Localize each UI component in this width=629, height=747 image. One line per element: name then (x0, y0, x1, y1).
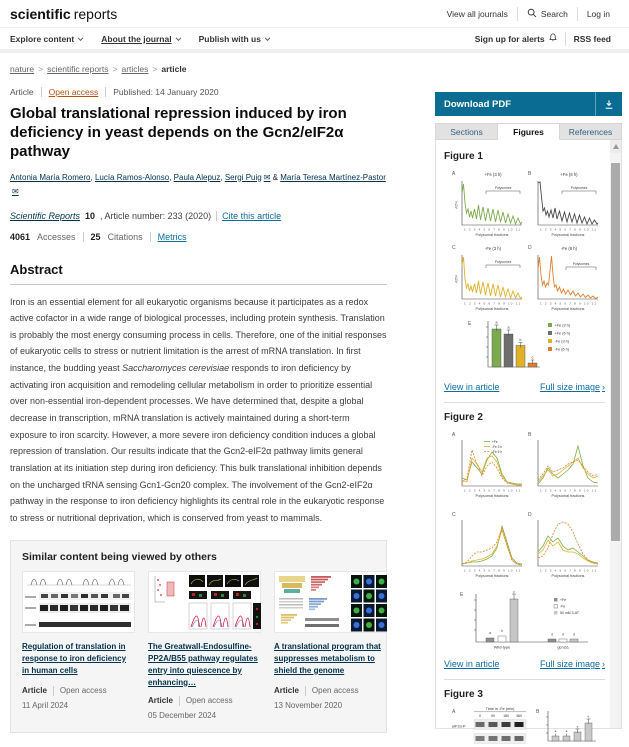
svg-text:50 mM 3-AT: 50 mM 3-AT (559, 611, 579, 616)
journal-citation-line (10, 211, 387, 221)
svg-text:Polysomal fractions: Polysomal fractions (475, 307, 508, 311)
breadcrumb: nature > scientific reports > articles > article (10, 64, 187, 74)
card-meta: Article Open access (274, 686, 359, 696)
svg-text:-Fe (3 h): -Fe (3 h) (484, 246, 501, 251)
svg-text:a: a (554, 729, 556, 733)
site-header (0, 0, 629, 28)
email-envelope-icon[interactable]: ✉ (263, 172, 271, 182)
similar-content-section (10, 540, 387, 733)
svg-text:+Fe: +Fe (491, 440, 498, 444)
author-link[interactable]: Lucía Ramos-Alonso (94, 172, 170, 182)
chevron-down-icon (264, 34, 271, 44)
nav-explore-content[interactable]: Explore content (10, 34, 84, 44)
svg-text:1 2 3 4 5 6 7 8 9 10 11: 1 2 3 4 5 6 7 8 9 10 11 (539, 488, 596, 493)
svg-text:A: A (451, 171, 455, 177)
svg-text:eIF2α-P: eIF2α-P (451, 724, 466, 729)
similar-card (274, 571, 387, 720)
svg-text:1 2 3 4 5 6 7 8 9 10 11: 1 2 3 4 5 6 7 8 9 10 11 (539, 301, 596, 306)
breadcrumb-current: article (161, 64, 187, 74)
figure-1-thumbnail[interactable] (450, 165, 600, 377)
svg-text:1 2 3 4 5 6 7 8 9 10 11: 1 2 3 4 5 6 7 8 9 10 11 (463, 301, 520, 306)
similar-cards (22, 571, 381, 720)
search-link[interactable] (518, 8, 577, 20)
svg-text:Time in -Fe (min): Time in -Fe (min) (485, 707, 514, 711)
rss-feed-link[interactable]: RSS feed (573, 33, 611, 44)
card-title-link[interactable]: A translational program that suppresses metabolism to shield the genome (274, 641, 381, 675)
svg-text:C: C (451, 512, 456, 518)
author-link[interactable]: Antonia María Romero (10, 172, 91, 182)
svg-text:Polysomal fractions: Polysomal fractions (475, 233, 508, 237)
svg-text:a: a (488, 631, 491, 635)
svg-text:Polysomal fractions: Polysomal fractions (551, 307, 584, 311)
email-envelope-icon[interactable]: ✉ (12, 186, 19, 196)
metrics-row (10, 232, 387, 242)
svg-text:1 2 3 4 5 6 7 8 9 10 11: 1 2 3 4 5 6 7 8 9 10 11 (463, 488, 520, 493)
logo-bold: scientific (10, 5, 71, 22)
view-in-article-link[interactable]: View in article (444, 382, 500, 392)
card1-thumbnail[interactable] (22, 571, 135, 633)
tab-references[interactable]: References (560, 123, 622, 140)
view-in-article-link[interactable]: View in article (444, 659, 500, 669)
figure-3-thumbnail[interactable] (450, 703, 600, 747)
card-meta: Article Open access (148, 696, 233, 706)
metrics-link[interactable]: Metrics (157, 231, 187, 242)
svg-text:a: a (507, 325, 509, 330)
card-title-link[interactable]: Regulation of translation in response to iron deficiency in human cells (22, 641, 127, 675)
author-list: Antonia María Romero, Lucía Ramos-Alonso, Paula Alepuz, Sergi Puig ✉ & María Teresa Martínez-Pastor✉ (10, 172, 386, 196)
figure-2-heading: Figure 2 (444, 412, 483, 423)
svg-text:c: c (531, 355, 533, 360)
download-icon (595, 92, 622, 116)
published-date: Published: 14 January 2020 (113, 87, 219, 97)
journal-logo[interactable] (10, 6, 117, 22)
svg-text:b: b (587, 714, 589, 719)
divider (53, 686, 54, 696)
nav-publish-with-us[interactable]: Publish with us (199, 34, 271, 44)
figure-1-section (444, 151, 605, 392)
svg-text:-Fe (6 h): -Fe (6 h) (560, 246, 577, 251)
svg-text:180: 180 (502, 714, 509, 718)
divider (105, 87, 106, 97)
svg-text:gcn2Δ: gcn2Δ (556, 644, 569, 650)
accesses-count: 4061 (10, 231, 31, 242)
card-date: 13 November 2020 (274, 700, 343, 710)
svg-text:B: B (527, 171, 531, 177)
card-meta: Article Open access (22, 686, 107, 696)
citations-label: Citations (107, 231, 143, 242)
svg-text:A254: A254 (454, 201, 458, 209)
divider (83, 232, 84, 242)
svg-text:360: 360 (515, 714, 522, 718)
svg-text:Polysomal fractions: Polysomal fractions (551, 494, 584, 498)
svg-text:-Fe (6 h): -Fe (6 h) (554, 347, 569, 352)
svg-text:E: E (459, 592, 463, 598)
breadcrumb-scientific-reports[interactable]: scientific reports (47, 64, 109, 74)
article-meta-row (10, 87, 387, 97)
breadcrumb-articles[interactable]: articles (121, 64, 149, 74)
divider (305, 686, 306, 696)
search-icon (527, 8, 537, 20)
svg-text:Polysomes: Polysomes (570, 186, 587, 190)
svg-text:Polysomal fractions: Polysomal fractions (475, 494, 508, 498)
svg-text:-Fe (3 h): -Fe (3 h) (554, 339, 569, 344)
svg-text:-Fe 6 h: -Fe 6 h (491, 450, 502, 454)
journal-name-link[interactable]: Scientific Reports (10, 210, 81, 221)
species-name: Saccharomyces cerevisiae (122, 363, 230, 374)
bell-icon (549, 33, 557, 44)
author-link[interactable]: María Teresa Martínez-Pastor (280, 172, 386, 182)
scrollbar[interactable] (610, 140, 621, 728)
similar-content-heading: Similar content being viewed by others (22, 550, 217, 563)
svg-text:c: c (512, 589, 515, 594)
chevron-down-icon (175, 34, 182, 44)
svg-text:B: B (535, 709, 539, 715)
svg-text:+Fe: +Fe (559, 598, 566, 603)
open-access-link[interactable]: Open access (48, 87, 99, 97)
logo-regular: reports (73, 5, 118, 22)
svg-text:-Fe 3 h: -Fe 3 h (491, 445, 502, 449)
figure-3-section (444, 679, 605, 747)
svg-text:A: A (451, 432, 455, 438)
svg-text:a: a (495, 320, 497, 325)
accesses-label: Accesses (37, 231, 76, 242)
svg-text:-Fe: -Fe (559, 604, 565, 609)
svg-text:D: D (527, 245, 532, 251)
divider (150, 232, 151, 242)
svg-text:1 2 3 4 5 6 7 8 9 10 11: 1 2 3 4 5 6 7 8 9 10 11 (463, 568, 520, 573)
chevron-right-icon[interactable]: › (602, 659, 605, 669)
card2-thumbnail[interactable] (148, 571, 261, 633)
svg-text:0: 0 (478, 714, 481, 718)
svg-text:A: A (451, 709, 455, 715)
svg-text:Polysomal fractions: Polysomal fractions (551, 574, 584, 578)
card-date: 05 December 2024 (148, 710, 217, 720)
svg-text:1 2 3 4 5 6 7 8 9 10 11: 1 2 3 4 5 6 7 8 9 10 11 (539, 227, 596, 232)
similar-card (22, 571, 135, 720)
figure-1-links (444, 382, 605, 392)
article-sidebar (435, 92, 622, 733)
breadcrumb-nature[interactable]: nature (10, 64, 35, 74)
figure-3-heading: Figure 3 (444, 689, 483, 700)
svg-text:1 2 3 4 5 6 7 8 9 10 11: 1 2 3 4 5 6 7 8 9 10 11 (463, 227, 520, 232)
login-link[interactable]: Log in (586, 8, 610, 19)
similar-card (148, 571, 261, 720)
chevron-down-icon (77, 34, 84, 44)
nav-right (467, 32, 619, 46)
svg-text:+Fe (6 h): +Fe (6 h) (554, 331, 570, 336)
svg-text:Polysomes: Polysomes (494, 186, 511, 190)
figure-1-heading: Figure 1 (444, 151, 483, 162)
svg-text:a: a (576, 724, 578, 729)
svg-text:d: d (550, 632, 553, 637)
svg-text:Polysomes: Polysomes (572, 262, 589, 266)
cite-this-article-link[interactable]: Cite this article (222, 210, 282, 221)
scroll-up-arrow[interactable] (610, 140, 621, 153)
site-nav (0, 28, 629, 53)
scrollbar-thumb[interactable] (611, 163, 620, 541)
svg-text:d: d (561, 632, 564, 637)
author-link[interactable]: Paula Alepuz (173, 172, 221, 182)
svg-text:C: C (451, 245, 456, 251)
author-link[interactable]: Sergi Puig (224, 172, 262, 182)
svg-text:b: b (500, 629, 503, 633)
abstract-heading: Abstract (10, 262, 387, 285)
divider (179, 696, 180, 706)
figure-2-links (444, 659, 605, 669)
svg-text:B: B (527, 432, 531, 438)
article-column (10, 56, 387, 733)
chevron-right-icon[interactable]: › (602, 382, 605, 392)
svg-text:Polysomes: Polysomes (494, 260, 511, 264)
tab-figures[interactable]: Figures (498, 123, 560, 140)
nav-about-journal[interactable]: About the journal (101, 34, 181, 44)
svg-text:90: 90 (490, 714, 495, 718)
divider (41, 87, 42, 97)
full-size-image-link[interactable]: Full size image (539, 382, 600, 392)
svg-text:+Fe (6 h): +Fe (6 h) (559, 172, 578, 177)
svg-text:1 2 3 4 5 6 7 8 9 10 11: 1 2 3 4 5 6 7 8 9 10 11 (539, 568, 596, 573)
abstract-text: Iron is an essential element for all eukaryotic organisms because it participates as a redox active cofactor in a wide range of biological processes, including protein synthesis. Translation is probably the most energy consuming process in cells. Therefore, one of the initial responses of eukaryotic cells to stress or nutrient limitation is the arrest of mRNA translation. In first instance, the budding yeast Saccharomyces cerevisiae responds to iron deficiency by activating iron acquisition and remodeling cellular metabolism in order to prioritize essential over non-essential iron-dependent processes. We have determined that, despite a global decrease in transcription, mRNA translation is actively maintained during a short-term exposure to iron scarcity. However, a more severe iron deficiency condition induces a global repression of translation. Our results indicate that the Gcn2-eIF2α pathway limits general translation at its initiation step during iron deficiency. This bulk translational inhibition depends on the uncharged tRNA sensing Gcn1-Gcn20 complex. The involvement of the Gcn2-eIF2α pathway in the response to iron deficiency highlights its central role in the eukaryotic response to stress or nutritional deprivation, which is conserved from yeast to mammals. (10, 296, 387, 523)
sidebar-tabs (435, 123, 622, 140)
download-pdf-button[interactable]: Download PDF (435, 92, 622, 116)
divider (216, 211, 217, 221)
svg-text:E: E (467, 321, 471, 327)
citations-count: 25 (90, 231, 101, 242)
article-number: , Article number: 233 (2020) (100, 210, 212, 221)
article-title: Global translational repression induced by iron deficiency in yeast depends on the Gcn2/eIF2α pathway (10, 105, 347, 161)
card-title-link[interactable]: The Greatwall-Endosulfine-PP2A/B55 pathway regulates entry into quiescence by enhancing… (148, 641, 258, 687)
tab-sections[interactable]: Sections (435, 123, 498, 140)
svg-text:+Fe (3 h): +Fe (3 h) (483, 172, 502, 177)
svg-text:Polysomal fractions: Polysomal fractions (551, 233, 584, 237)
nav-left (10, 34, 271, 44)
signup-alerts-link[interactable]: Sign up for alerts (467, 33, 565, 44)
card-date: 11 April 2024 (22, 700, 69, 710)
figure-2-thumbnail[interactable] (450, 426, 600, 654)
header-links (438, 7, 619, 21)
svg-text:d: d (572, 632, 575, 637)
svg-text:A254: A254 (454, 275, 458, 283)
svg-text:Polysomal fractions: Polysomal fractions (475, 574, 508, 578)
svg-text:b: b (519, 338, 521, 342)
article-type-label: Article (10, 87, 34, 97)
svg-text:+Fe (3 h): +Fe (3 h) (554, 323, 570, 328)
search-label: Search (540, 8, 568, 19)
figures-panel (435, 140, 622, 733)
view-all-journals-link[interactable]: View all journals (446, 8, 508, 19)
svg-text:D: D (527, 512, 532, 518)
svg-text:Wild-type: Wild-type (493, 644, 510, 650)
volume-number: 10 (85, 210, 96, 221)
figure-2-section (444, 402, 605, 669)
card3-thumbnail[interactable] (274, 571, 387, 633)
full-size-image-link[interactable]: Full size image (539, 659, 600, 669)
svg-text:a: a (565, 729, 567, 733)
